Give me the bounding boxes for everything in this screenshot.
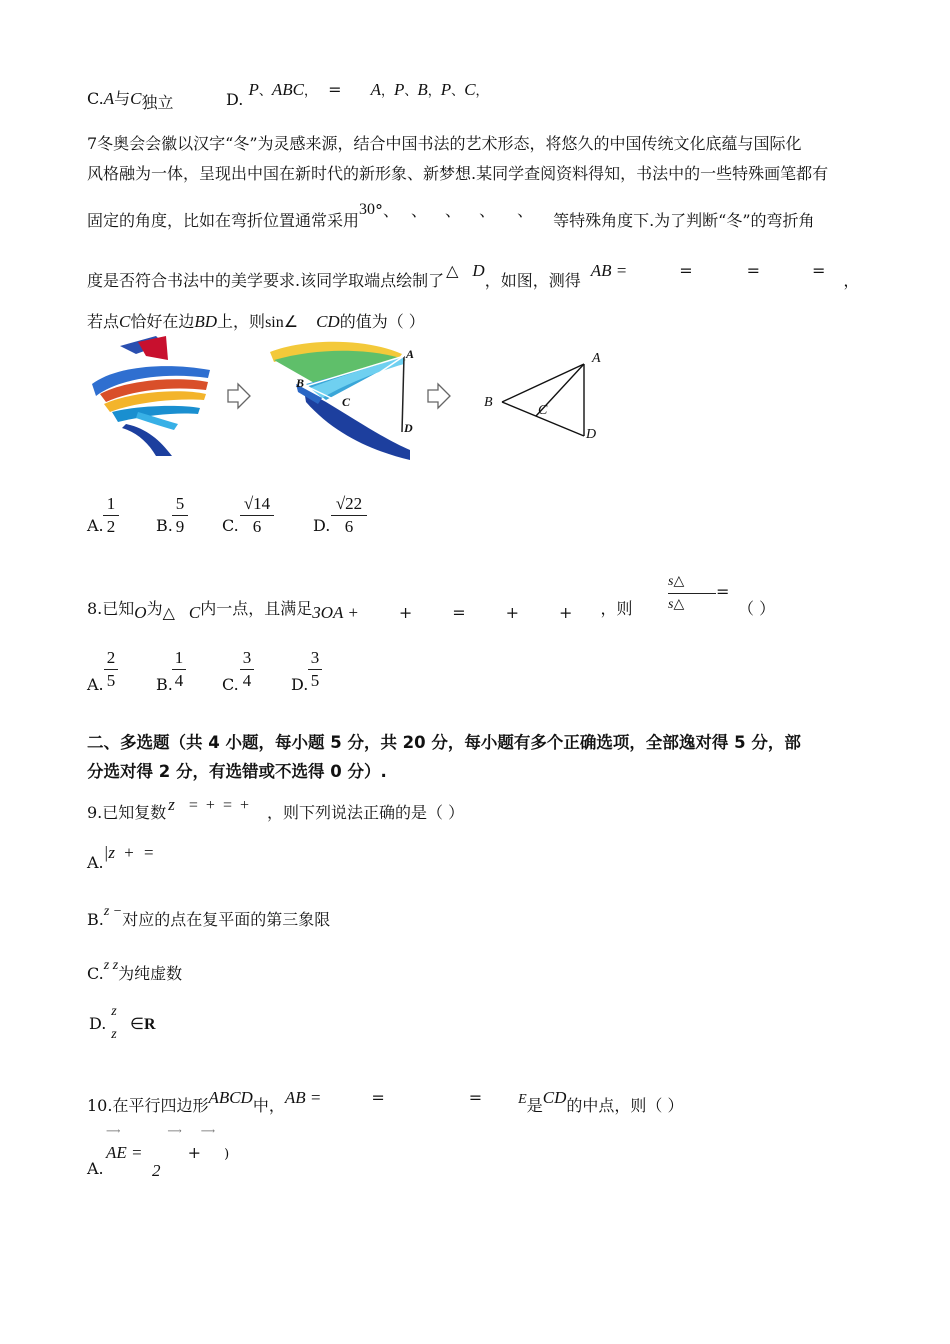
text: 等特殊角度下.为了判断“冬”的弯折角: [553, 211, 815, 230]
triangle-symbol: △: [446, 261, 459, 280]
q7-line4: [87, 258, 867, 290]
math-eq: =: [328, 80, 342, 99]
math-op: +: [187, 1143, 201, 1162]
math-eq: =: [468, 1088, 483, 1107]
math-op: +: [398, 603, 413, 622]
q8-option-c-label: C.: [222, 675, 239, 694]
numerator: 2: [106, 648, 116, 667]
option-label: B.: [87, 910, 104, 929]
text: 上，则: [217, 312, 266, 331]
fig-label-a: A: [406, 347, 415, 361]
denominator: z: [111, 1027, 117, 1042]
fig-label-b: B: [296, 376, 305, 390]
section-heading-line2: 分选对得 2 分，有选错或不选得 0 分）.: [87, 762, 387, 781]
q7-option-a-fraction: [103, 494, 119, 537]
denominator: 4: [242, 671, 252, 690]
math-var: D: [472, 261, 485, 280]
math-expr: AB =: [284, 1088, 322, 1107]
q7-option-b-fraction: [172, 494, 188, 537]
math-op: +: [559, 603, 573, 622]
math-eq: =: [679, 261, 693, 280]
option-label: C.: [87, 89, 104, 108]
option-text: 与: [114, 89, 131, 108]
q7-option-a-label: A.: [87, 516, 104, 535]
math-var: P: [440, 80, 452, 99]
fig-label-d: D: [404, 421, 413, 435]
numerator: 1: [106, 494, 116, 513]
text: 的值为（ ）: [339, 312, 425, 331]
fig-label-a: A: [592, 351, 601, 366]
numerator: z: [111, 1004, 117, 1019]
math-set: R: [143, 1016, 156, 1033]
fig-label-b: B: [484, 395, 493, 410]
math-var: ABCD: [208, 1088, 253, 1107]
option-label: D.: [226, 90, 244, 109]
math-var: B: [417, 80, 428, 99]
right-arrow-icon: [226, 382, 252, 410]
q8-paren: （ ）: [738, 599, 776, 618]
q10-option-a-expr: [106, 1143, 229, 1163]
q7-option-c-label: C.: [222, 516, 239, 535]
text: 固定的角度，比如在弯折位置通常采用: [87, 211, 360, 230]
math-var: BD: [194, 312, 218, 331]
fig-label-c: C: [342, 395, 351, 409]
section-heading-line1: 二、多选题（共 4 小题，每小题 5 分，共 20 分，每小题有多个正确选项，全部逸对得 5 分，部: [87, 733, 801, 752]
text: 是: [526, 1096, 543, 1115]
denominator: 6: [344, 517, 354, 536]
math-eq: =: [746, 261, 761, 280]
math-eq: =: [371, 1088, 385, 1107]
fig-label-c: C: [538, 403, 548, 418]
q8-ratio-eq: =: [716, 582, 730, 601]
math-expr: = + = +: [188, 797, 249, 814]
math-var: A: [103, 89, 115, 108]
q7-line3: 固定的角度，比如在弯折位置通常采用30°、 、 、 、 、等特殊角度下.为了判断“冬”的弯折角: [87, 201, 815, 230]
math-eq: =: [452, 603, 466, 622]
q8-option-a-fraction: [104, 648, 118, 691]
math-op: ∈: [130, 1016, 144, 1033]
text: ，如图，测得: [484, 271, 581, 290]
vector-expr: 3OA +: [312, 603, 359, 622]
option-label: A.: [87, 853, 104, 872]
q8-option-a-label: A.: [87, 675, 104, 694]
q10-option-a: [87, 1159, 104, 1178]
math-var: ABC: [271, 80, 304, 99]
numerator: 5: [175, 494, 185, 513]
fig-label-d: D: [586, 427, 597, 442]
q10-stem: [87, 1088, 684, 1116]
numerator: √14: [243, 494, 271, 513]
numerator: √22: [335, 494, 363, 513]
text: ，则: [600, 599, 633, 618]
text: 的中点，则（ ）: [566, 1096, 684, 1115]
q9-option-c: [87, 958, 183, 984]
q9-option-d-fraction: [106, 1002, 122, 1045]
math-var: CD: [316, 312, 340, 331]
q7-option-d-label: D.: [313, 516, 331, 535]
q8-stem: [87, 596, 633, 622]
text: ，则下列说法正确的是（ ）: [267, 803, 465, 822]
q7-line2: 风格融为一体，呈现出中国在新时代的新形象、新梦想.某同学查阅资料得知，书法中的一些特殊画笔都有: [87, 164, 829, 183]
q6-option-c: [87, 86, 174, 112]
text: 10.在平行四边形: [87, 1096, 209, 1115]
q7-line1: 7冬奥会会徽以汉字“冬”为灵感来源，结合中国书法的艺术形态，将悠久的中国传统文化底蕴与国际化: [87, 134, 802, 153]
text: 中，: [252, 1096, 285, 1115]
vector-arrow-marks: ⟶ ⟶ ⟶: [106, 1126, 217, 1137]
text: ，: [843, 271, 860, 290]
q8-option-d-label: D.: [291, 675, 309, 694]
q9-option-d-set: [130, 1014, 156, 1034]
q9-option-b: [87, 904, 331, 930]
q9-stem: [87, 795, 465, 823]
math-expr: z −: [103, 904, 123, 919]
q8-option-c-fraction: [240, 648, 254, 691]
math-var: O: [134, 603, 147, 622]
angle-value: 30: [359, 201, 376, 218]
colored-triangle-figure: [266, 340, 416, 462]
numerator: 1: [174, 648, 184, 667]
text: 恰好在边: [130, 312, 195, 331]
q8-option-b-label: B.: [156, 675, 173, 694]
denominator: 2: [106, 517, 116, 536]
math-var: C: [464, 80, 476, 99]
q7-option-d-fraction: [331, 494, 367, 537]
math-eq: =: [812, 261, 826, 280]
math-var: z: [168, 795, 175, 814]
math-var: C: [188, 603, 201, 622]
denominator: 9: [175, 517, 185, 536]
text: 若点: [87, 312, 120, 331]
numerator: s△: [668, 574, 685, 589]
right-arrow-icon: [426, 382, 452, 410]
numerator: 3: [310, 648, 320, 667]
math-var: E: [518, 1092, 527, 1107]
option-label: C.: [87, 964, 104, 983]
denominator: 4: [174, 671, 184, 690]
option-text: 对应的点在复平面的第三象限: [122, 910, 331, 929]
q8-option-b-fraction: [172, 648, 186, 691]
denominator: 5: [310, 671, 320, 690]
q7-line5: [87, 309, 425, 332]
math-var: P: [248, 80, 259, 99]
winter-olympics-logo-image: [86, 332, 212, 458]
math-paren: ): [224, 1147, 230, 1162]
math-var: C: [130, 89, 142, 108]
q10-option-a-den: 2: [152, 1161, 161, 1180]
math-func: sin∠: [265, 314, 299, 331]
geometry-triangle-figure: [480, 346, 610, 446]
option-label: A.: [87, 1159, 104, 1178]
denominator: s△: [668, 597, 685, 612]
math-op: +: [505, 603, 520, 622]
math-var: CD: [542, 1088, 567, 1107]
math-expr: |z + =: [103, 843, 155, 862]
q7-option-b-label: B.: [156, 516, 173, 535]
triangle-symbol: △: [162, 603, 175, 622]
math-expr: AB =: [590, 261, 628, 280]
q8-area-ratio: [668, 572, 716, 615]
math-expr: AE =: [106, 1143, 143, 1162]
option-text: 独立: [141, 93, 174, 112]
option-text: 为纯虚数: [118, 964, 183, 983]
q9-option-d-label: D.: [89, 1014, 107, 1033]
math-var: P: [393, 80, 405, 99]
q6-option-d: D. P、ABC， = A，P、B，P、C，: [226, 80, 489, 109]
q8-option-d-fraction: [308, 648, 322, 691]
text: 8.已知: [87, 599, 135, 618]
math-var: A: [370, 80, 381, 99]
text: 为: [146, 599, 163, 618]
numerator: 3: [242, 648, 252, 667]
q9-option-a: [87, 843, 155, 873]
text: 内一点，且满足: [200, 599, 313, 618]
denominator: 5: [106, 671, 116, 690]
math-expr: z z: [103, 958, 119, 973]
text: 9.已知复数: [87, 803, 167, 822]
text: 度是否符合书法中的美学要求.该同学取端点绘制了: [87, 271, 445, 290]
math-var: C: [119, 312, 131, 331]
denominator: 6: [252, 517, 262, 536]
q7-option-c-fraction: [240, 494, 274, 537]
